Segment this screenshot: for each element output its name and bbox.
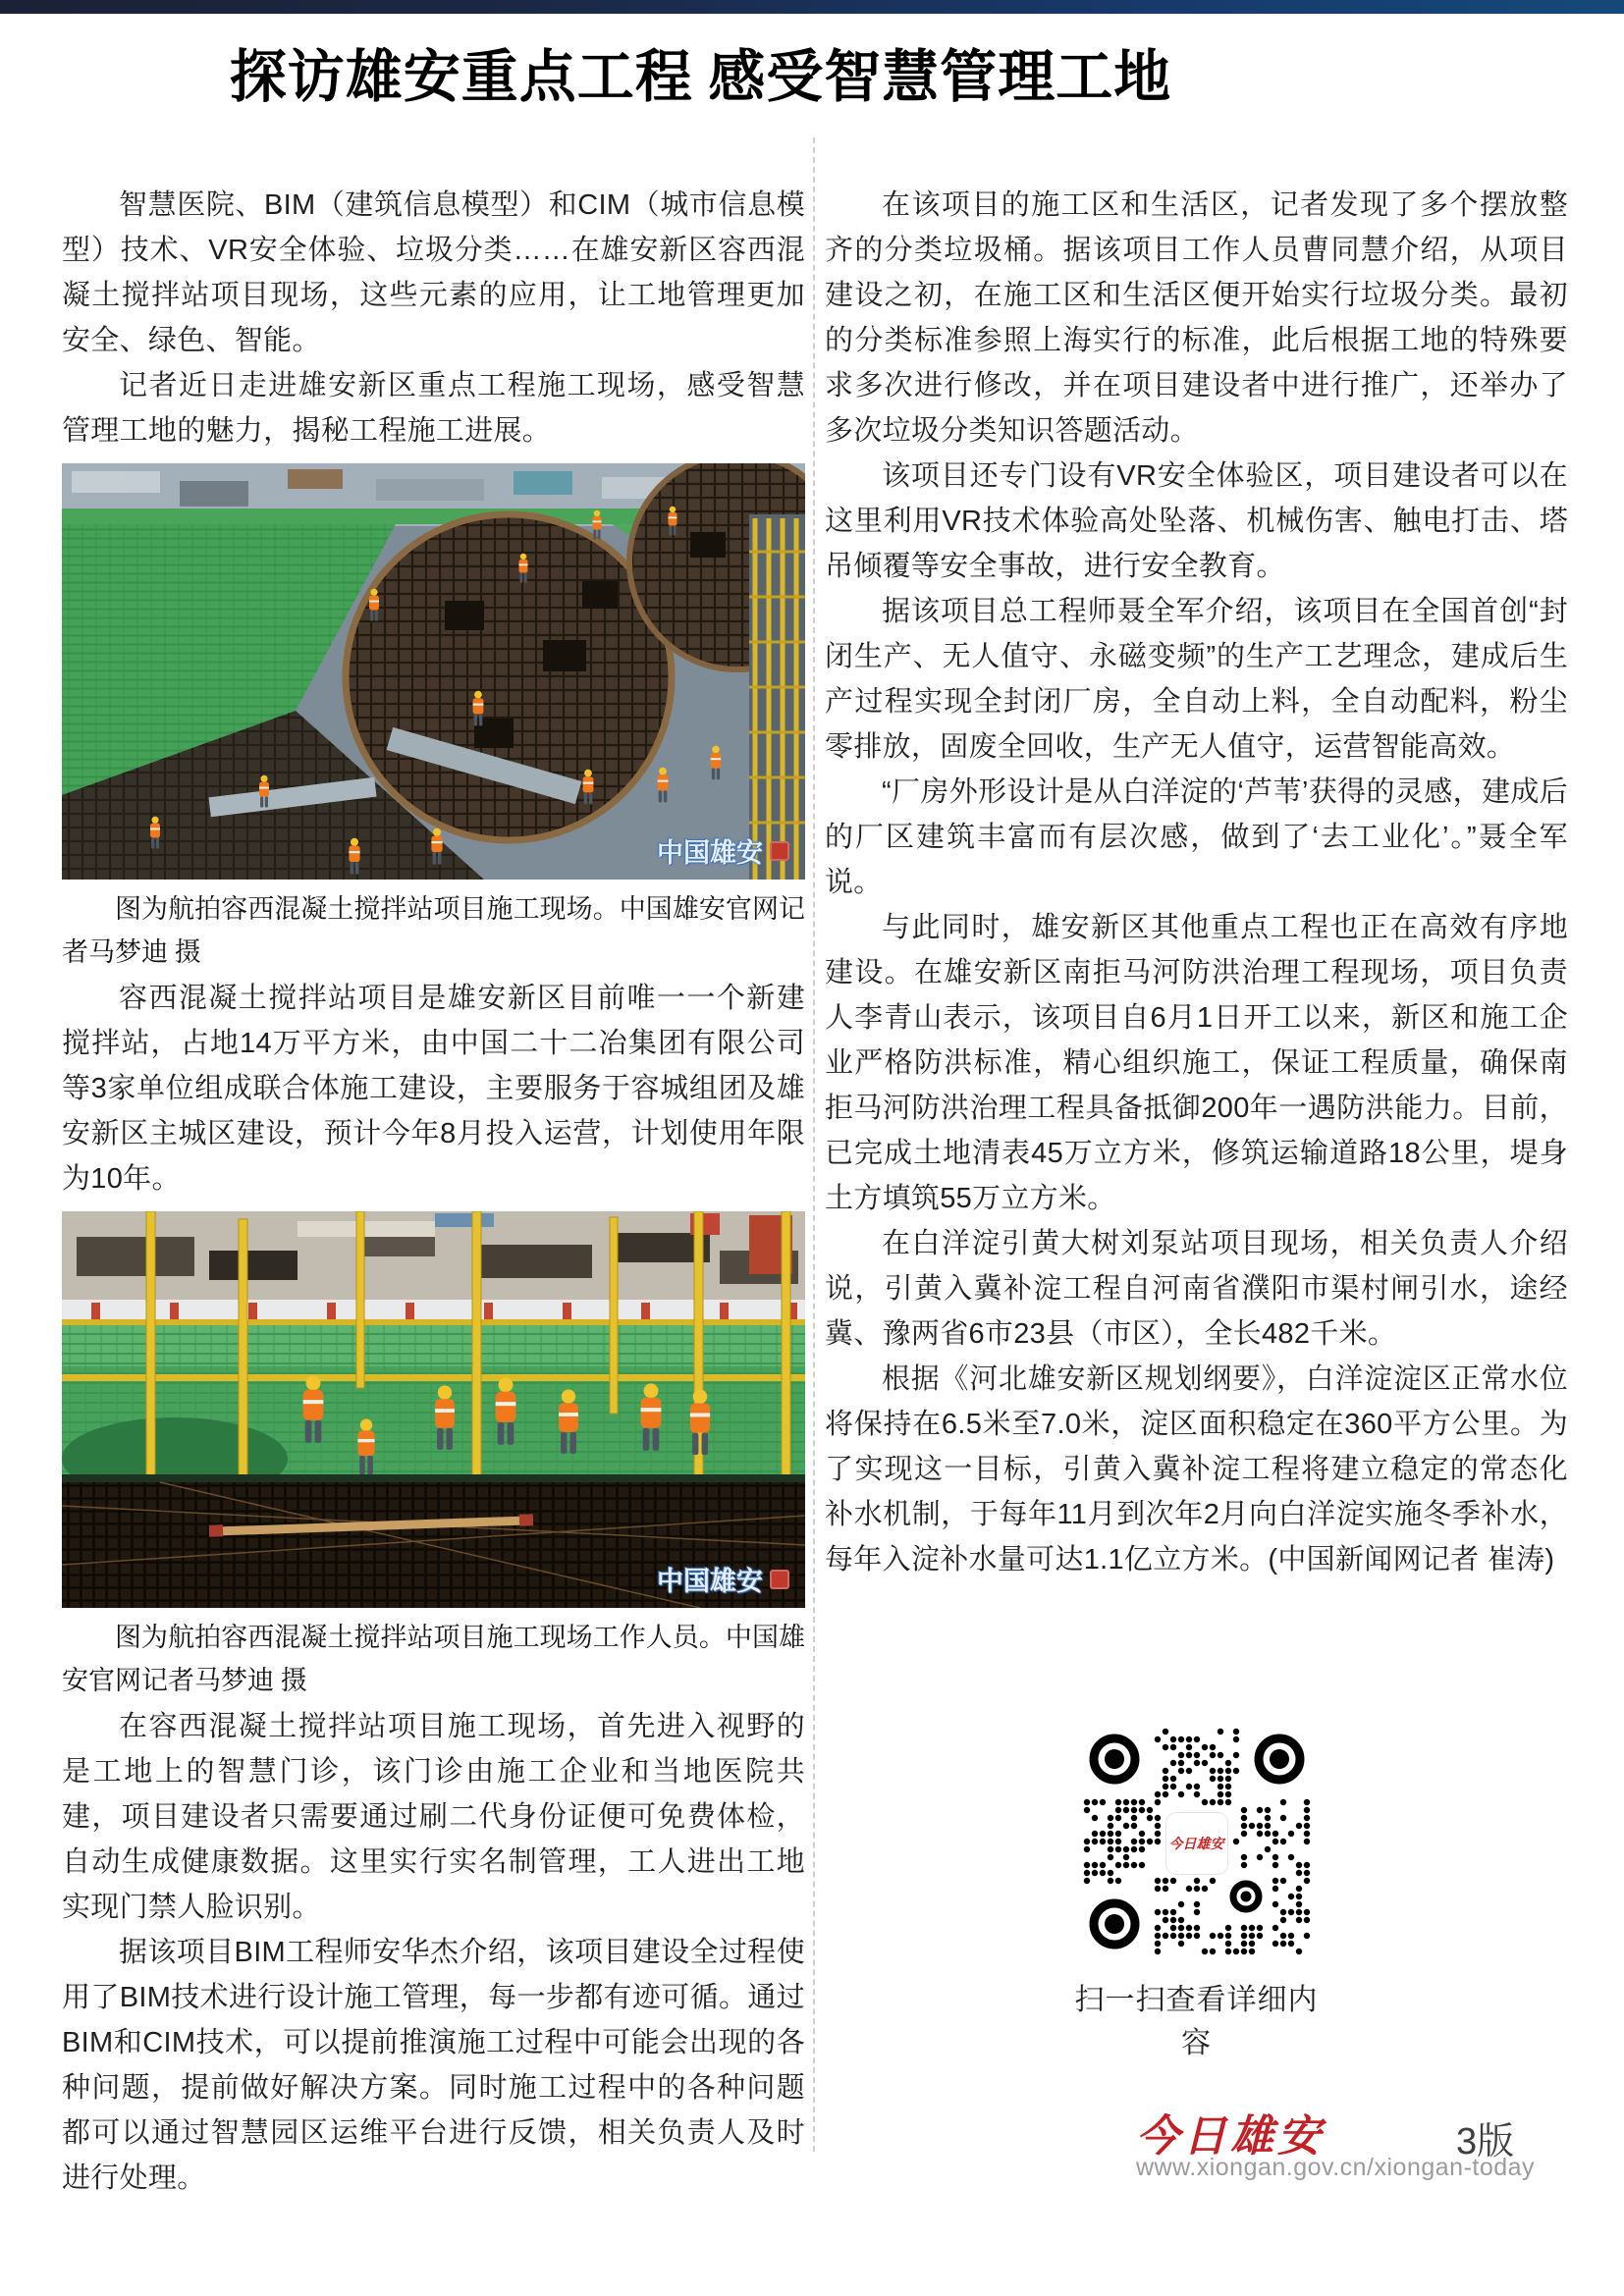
left-column bbox=[62, 147, 805, 2201]
qr-center-logo: 今日雄安 bbox=[1166, 1813, 1227, 1874]
scaffold-tower bbox=[749, 514, 805, 880]
photo-workers-on-rebar bbox=[62, 1211, 805, 1608]
paragraph-right-2: 该项目还专门设有VR安全体验区，项目建设者可以在这里利用VR技术体验高处坠落、机械伤害、触电打击、塔吊倾覆等安全事故，进行安全教育。 bbox=[825, 460, 1568, 582]
paragraph-left-1: 智慧医院、BIM（建筑信息模型）和CIM（城市信息模型）技术、VR安全体验、垃圾分类……在雄安新区容西混凝土搅拌站项目现场，这些元素的应用，让工地管理更加安全、绿色、智能。 bbox=[62, 189, 805, 356]
photo2-illustration bbox=[62, 1211, 805, 1608]
photo-aerial-construction-site bbox=[62, 463, 805, 880]
paragraph-right-4: “厂房外形设计是从白洋淀的‘芦苇’获得的灵感，建成后的厂区建筑丰富而有层次感，做到了‘去工业化’。”聂全军说。 bbox=[825, 776, 1568, 898]
watermark-seal bbox=[770, 1570, 789, 1589]
qr-code bbox=[1081, 1728, 1313, 1959]
article-title: 探访雄安重点工程 感受智慧管理工地 bbox=[229, 45, 1172, 109]
paragraph-left-2: 记者近日走进雄安新区重点工程施工现场，感受智慧管理工地的魅力，揭秘工程施工进展。 bbox=[62, 370, 805, 447]
qr-block bbox=[1069, 1728, 1325, 2061]
column-divider bbox=[813, 137, 815, 2152]
paragraph-left-5: 据该项目BIM工程师安华杰介绍，该项目建设全过程使用了BIM技术进行设计施工管理，每一步都有迹可循。通过BIM和CIM技术，可以提前推演施工过程中可能会出现的各种问题，提前做好解决方案。同时施工过程中的各种问题都可以通过智慧园区运维平台进行反馈，相关负责人及时进行处理。 bbox=[62, 1937, 805, 2194]
watermark-text: 中国雄安 bbox=[657, 1567, 763, 1596]
photo2-caption: 图为航拍容西混凝土搅拌站项目施工现场工作人员。中国雄安官网记者马梦迪 摄 bbox=[62, 1623, 805, 1695]
top-accent-bar bbox=[0, 0, 1624, 14]
rebar-circle-main bbox=[346, 514, 672, 840]
photo1-illustration bbox=[62, 463, 805, 880]
paragraph-left-4: 在容西混凝土搅拌站项目施工现场，首先进入视野的是工地上的智慧门诊，该门诊由施工企业和当地医院共建，项目建设者只需要通过刷二代身份证便可免费体检，自动生成健康数据。这里实行实名制管理，工人进出工地实现门禁人脸识别。 bbox=[62, 1711, 805, 1923]
paragraph-right-3: 据该项目总工程师聂全军介绍，该项目在全国首创“封闭生产、无人值守、永磁变频”的生产工艺理念，建成后生产过程实现全封闭厂房，全自动上料，全自动配料，粉尘零排放，固废全回收，生产无人值守，运营智能高效。 bbox=[825, 596, 1568, 763]
paragraph-right-6: 在白洋淀引黄大树刘泵站项目现场，相关负责人介绍说，引黄入冀补淀工程自河南省濮阳市渠村闸引水，途经冀、豫两省6市23县（市区），全长482千米。 bbox=[825, 1228, 1568, 1350]
paragraph-right-7: 根据《河北雄安新区规划纲要》，白洋淀淀区正常水位将保持在6.5米至7.0米，淀区面积稳定在360平方公里。为了实现这一目标，引黄入冀补淀工程将建立稳定的常态化补水机制，于每年11月到次年2月向白洋淀实施冬季补水，每年入淀补水量可达1.1亿立方米。(中国新闻网记者 崔涛) bbox=[825, 1363, 1568, 1575]
footer-website-url: www.xiongan.gov.cn/xiongan-today bbox=[1136, 2154, 1536, 2181]
photo-watermark bbox=[657, 831, 789, 870]
qr-scan-label: 扫一扫查看详细内容 bbox=[1074, 1984, 1319, 2059]
watermark-seal bbox=[770, 841, 789, 861]
footer-masthead-logo: 今日雄安 bbox=[1136, 2112, 1325, 2161]
right-column bbox=[825, 147, 1568, 2061]
photo1-caption: 图为航拍容西混凝土搅拌站项目施工现场。中国雄安官网记者马梦迪 摄 bbox=[62, 894, 805, 967]
watermark-text: 中国雄安 bbox=[657, 838, 763, 868]
paragraph-left-3: 容西混凝土搅拌站项目是雄安新区目前唯一一个新建搅拌站，占地14万平方米，由中国二十二冶集团有限公司等3家单位组成联合体施工建设，主要服务于容城组团及雄安新区主城区建设，预计今年8月投入运营，计划使用年限为10年。 bbox=[62, 983, 805, 1195]
page-number: 3版 bbox=[1456, 2121, 1515, 2163]
paragraph-right-5: 与此同时，雄安新区其他重点工程也正在高效有序地建设。在雄安新区南拒马河防洪治理工程现场，项目负责人李青山表示，该项目自6月1日开工以来，新区和施工企业严格防洪标准，精心组织施工，保证工程质量，确保南拒马河防洪治理工程具备抵御200年一遇防洪能力。目前，已完成土地清表45万立方米，修筑运输道路18公里，堤身土方填筑55万立方米。 bbox=[825, 912, 1568, 1214]
paragraph-right-1: 在该项目的施工区和生活区，记者发现了多个摆放整齐的分类垃圾桶。据该项目工作人员曹同慧介绍，从项目建设之初，在施工区和生活区便开始实行垃圾分类。最初的分类标准参照上海实行的标准，此后根据工地的特殊要求多次进行修改，并在项目建设者中进行推广，还举办了多次垃圾分类知识答题活动。 bbox=[825, 189, 1568, 447]
photo-watermark bbox=[657, 1560, 789, 1598]
